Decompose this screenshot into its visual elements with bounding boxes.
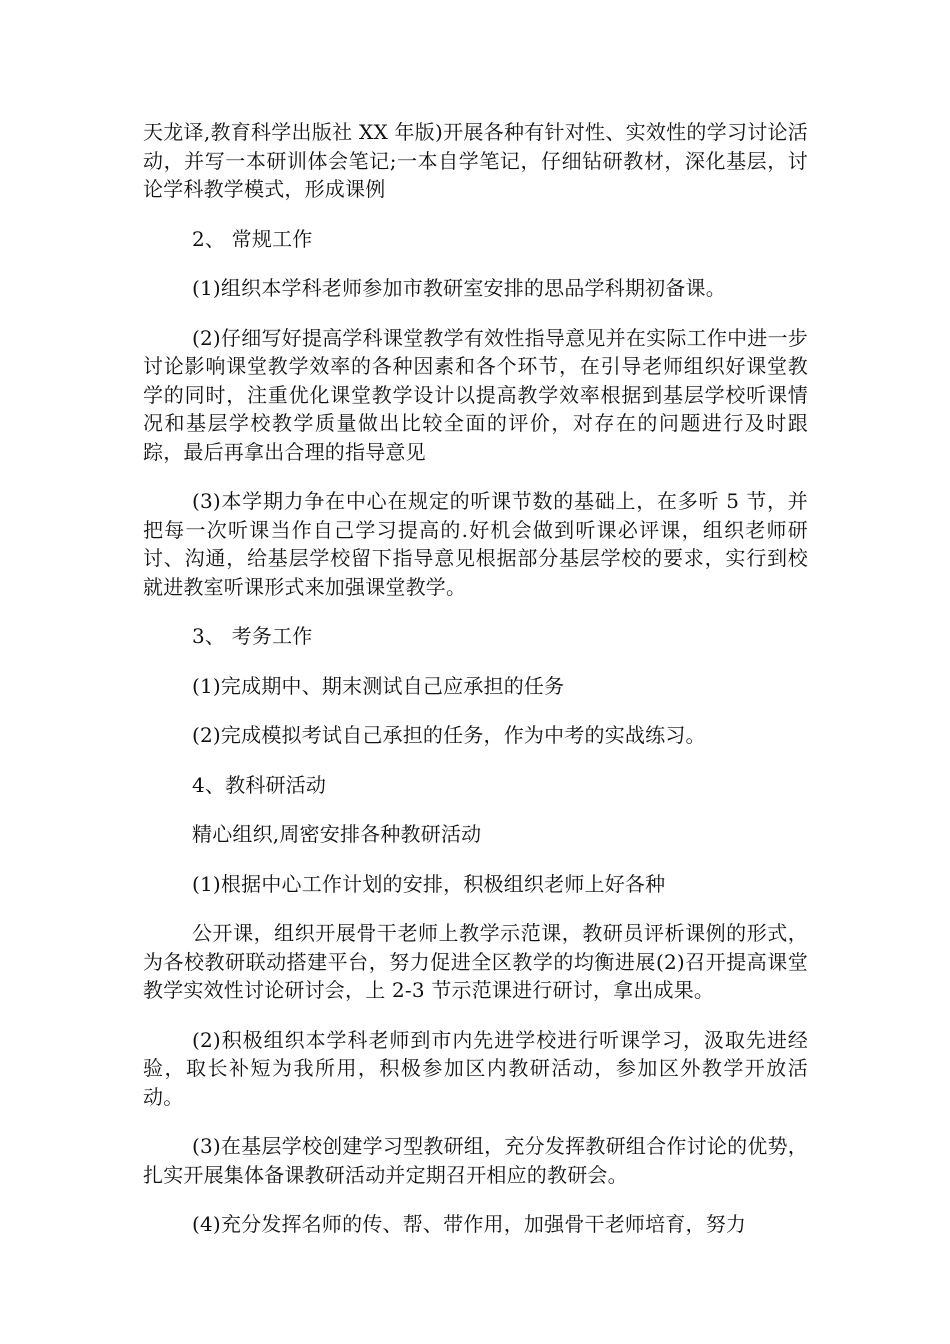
paragraph-item: (2)仔细写好提高学科课堂教学有效性指导意见并在实际工作中进一步讨论影响课堂教学效率的各种因素和各个环节，在引导老师组织好课堂教学的同时，注重优化课堂教学设计以提高教学效率根据到基层学校听课情况和基层学校教学质量做出比较全面的评价，对存在的问题进行及时跟踪，最后再拿出合理的指导意见 — [143, 325, 808, 464]
paragraph-item: 公开课，组织开展骨干老师上教学示范课，教研员评析课例的形式，为各校教研联动搭建平台，努力促进全区教学的均衡进展(2)召开提高课堂教学实效性讨论研讨会，上 2-3 节示范课进行研讨，拿出成果。 — [143, 921, 808, 1002]
paragraph-item: (1)根据中心工作计划的安排，积极组织老师上好各种 — [192, 871, 666, 896]
paragraph-intro: 精心组织,周密安排各种教研活动 — [192, 822, 482, 846]
paragraph-item: (4)充分发挥名师的传、帮、带作用，加强骨干老师培育，努力 — [192, 1212, 747, 1236]
paragraph-item: (2)积极组织本学科老师到市内先进学校进行听课学习，汲取先进经验，取长补短为我所用，积极参加区内教研活动，参加区外教学开放活动。 — [143, 1027, 808, 1109]
section-heading-research-activities: 4、教科研活动 — [192, 772, 327, 797]
paragraph-item: (3)本学期力争在中心在规定的听课节数的基础上，在多听 5 节，并把每一次听课当作自己学习提高的.好机会做到听课必评课，组织老师研讨、沟通，给基层学校留下指导意见根据部分基层学校的要求，实行到校就进教室听课形式来加强课堂教学。 — [143, 489, 808, 599]
paragraph-item: (3)在基层学校创建学习型教研组，充分发挥教研组合作讨论的优势，扎实开展集体备课教研活动并定期召开相应的教研会。 — [143, 1134, 808, 1187]
paragraph-item: (2)完成模拟考试自己承担的任务，作为中考的实战练习。 — [192, 723, 706, 747]
section-heading-routine-work: 2、 常规工作 — [192, 226, 313, 251]
paragraph-item: (1)完成期中、期末测试自己应承担的任务 — [192, 673, 565, 698]
section-heading-exam-work: 3、 考务工作 — [192, 624, 313, 648]
paragraph-continuation: 天龙译,教育科学出版社 XX 年版)开展各种有针对性、实效性的学习讨论活动，并写一本研训体会笔记;一本自学笔记，仔细钻研教材，深化基层，讨论学科教学模式，形成课例 — [143, 120, 808, 201]
paragraph-item: (1)组织本学科老师参加市教研室安排的思品学科期初备课。 — [192, 276, 726, 300]
document-page — [143, 118, 808, 1239]
